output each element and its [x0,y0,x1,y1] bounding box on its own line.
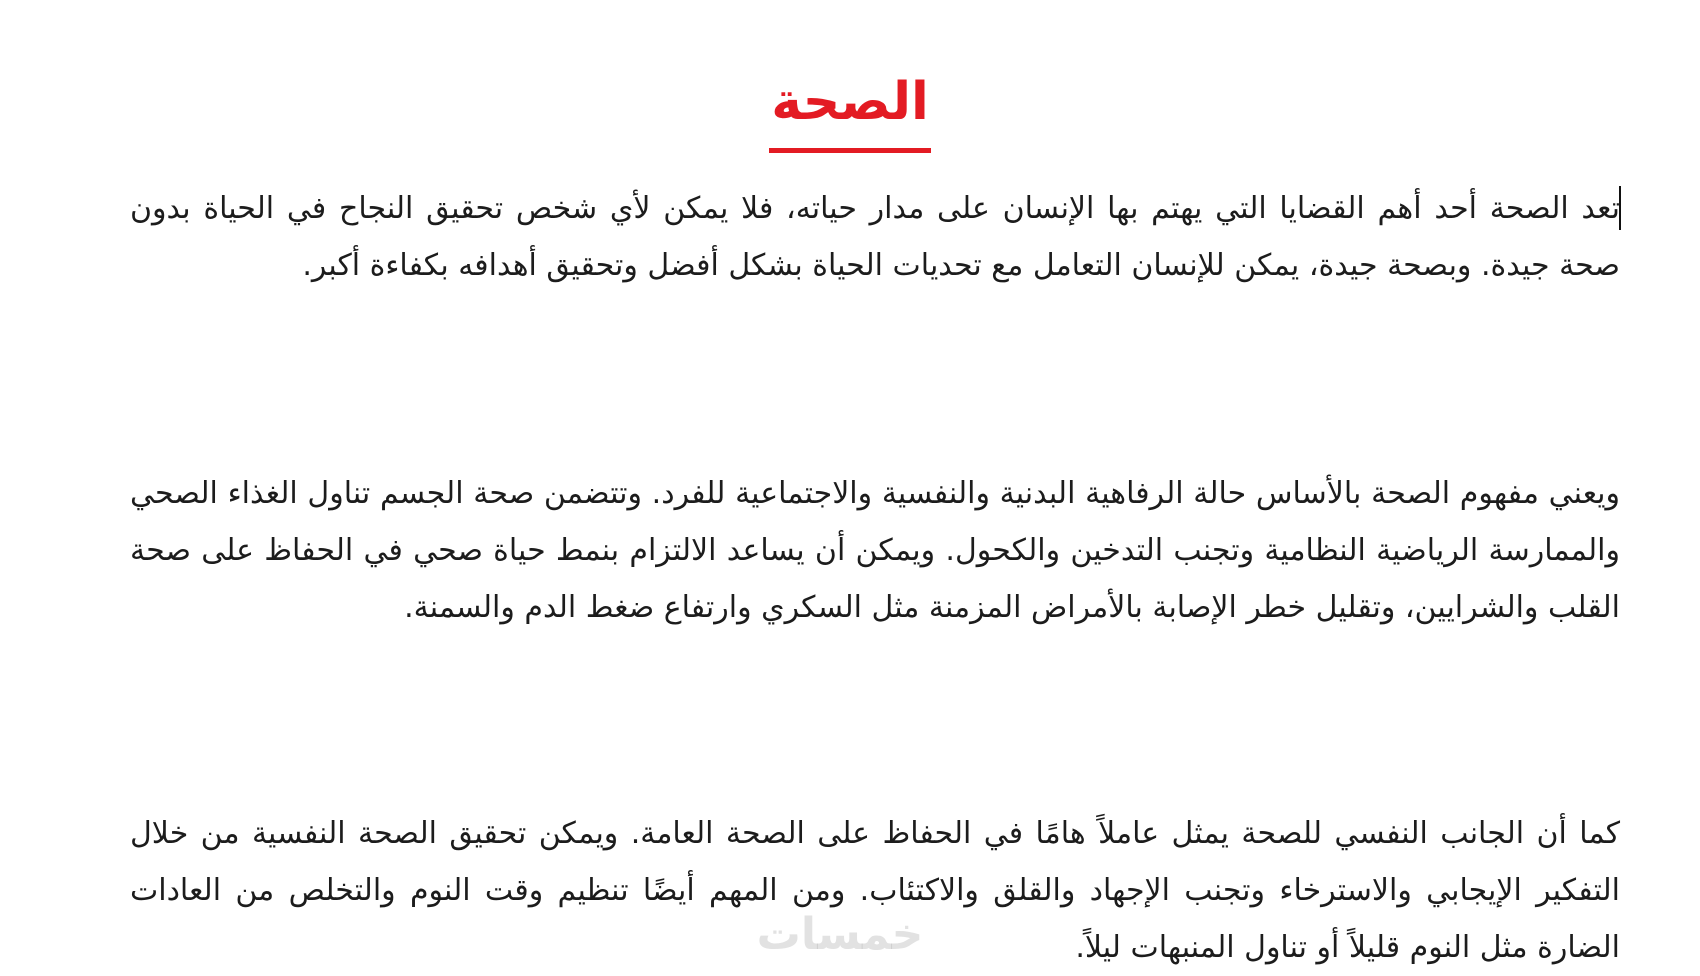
document-title-text: الصحة [769,62,931,153]
paragraph-mental-health[interactable]: كما أن الجانب النفسي للصحة يمثل عاملاً هامًا في الحفاظ على الصحة العامة. ويمكن تحقيق الصحة النفسية من خلال التفكير الإيجابي والاسترخاء وتجنب الإجهاد والقلق والاكتئاب. ومن المهم أيضًا تنظيم وقت النوم والتخلص من العادات الضارة مثل النوم قليلاً أو تناول المنبهات ليلاً. [130,816,1620,965]
paragraph-intro[interactable]: تعد الصحة أحد أهم القضايا التي يهتم بها الإنسان على مدار حياته، فلا يمكن لأي شخص تحقيق النجاح في الحياة بدون صحة جيدة. وبصحة جيدة، يمكن للإنسان التعامل مع تحديات الحياة بشكل أفضل وتحقيق أهدافه بكفاءة أكبر. [130,191,1620,283]
document-title [0,62,1700,153]
watermark-logo: خمسات [756,909,924,960]
paragraph-health-concept[interactable]: ويعني مفهوم الصحة بالأساس حالة الرفاهية البدنية والنفسية والاجتماعية للفرد. وتتضمن صحة الجسم تناول الغذاء الصحي والممارسة الرياضية النظامية وتجنب التدخين والكحول. ويمكن أن يساعد الالتزام بنمط حياة صحي في الحفاظ على صحة القلب والشرايين، وتقليل خطر الإصابة بالأمراض المزمنة مثل السكري وارتفاع ضغط الدم والسمنة. [130,476,1620,625]
